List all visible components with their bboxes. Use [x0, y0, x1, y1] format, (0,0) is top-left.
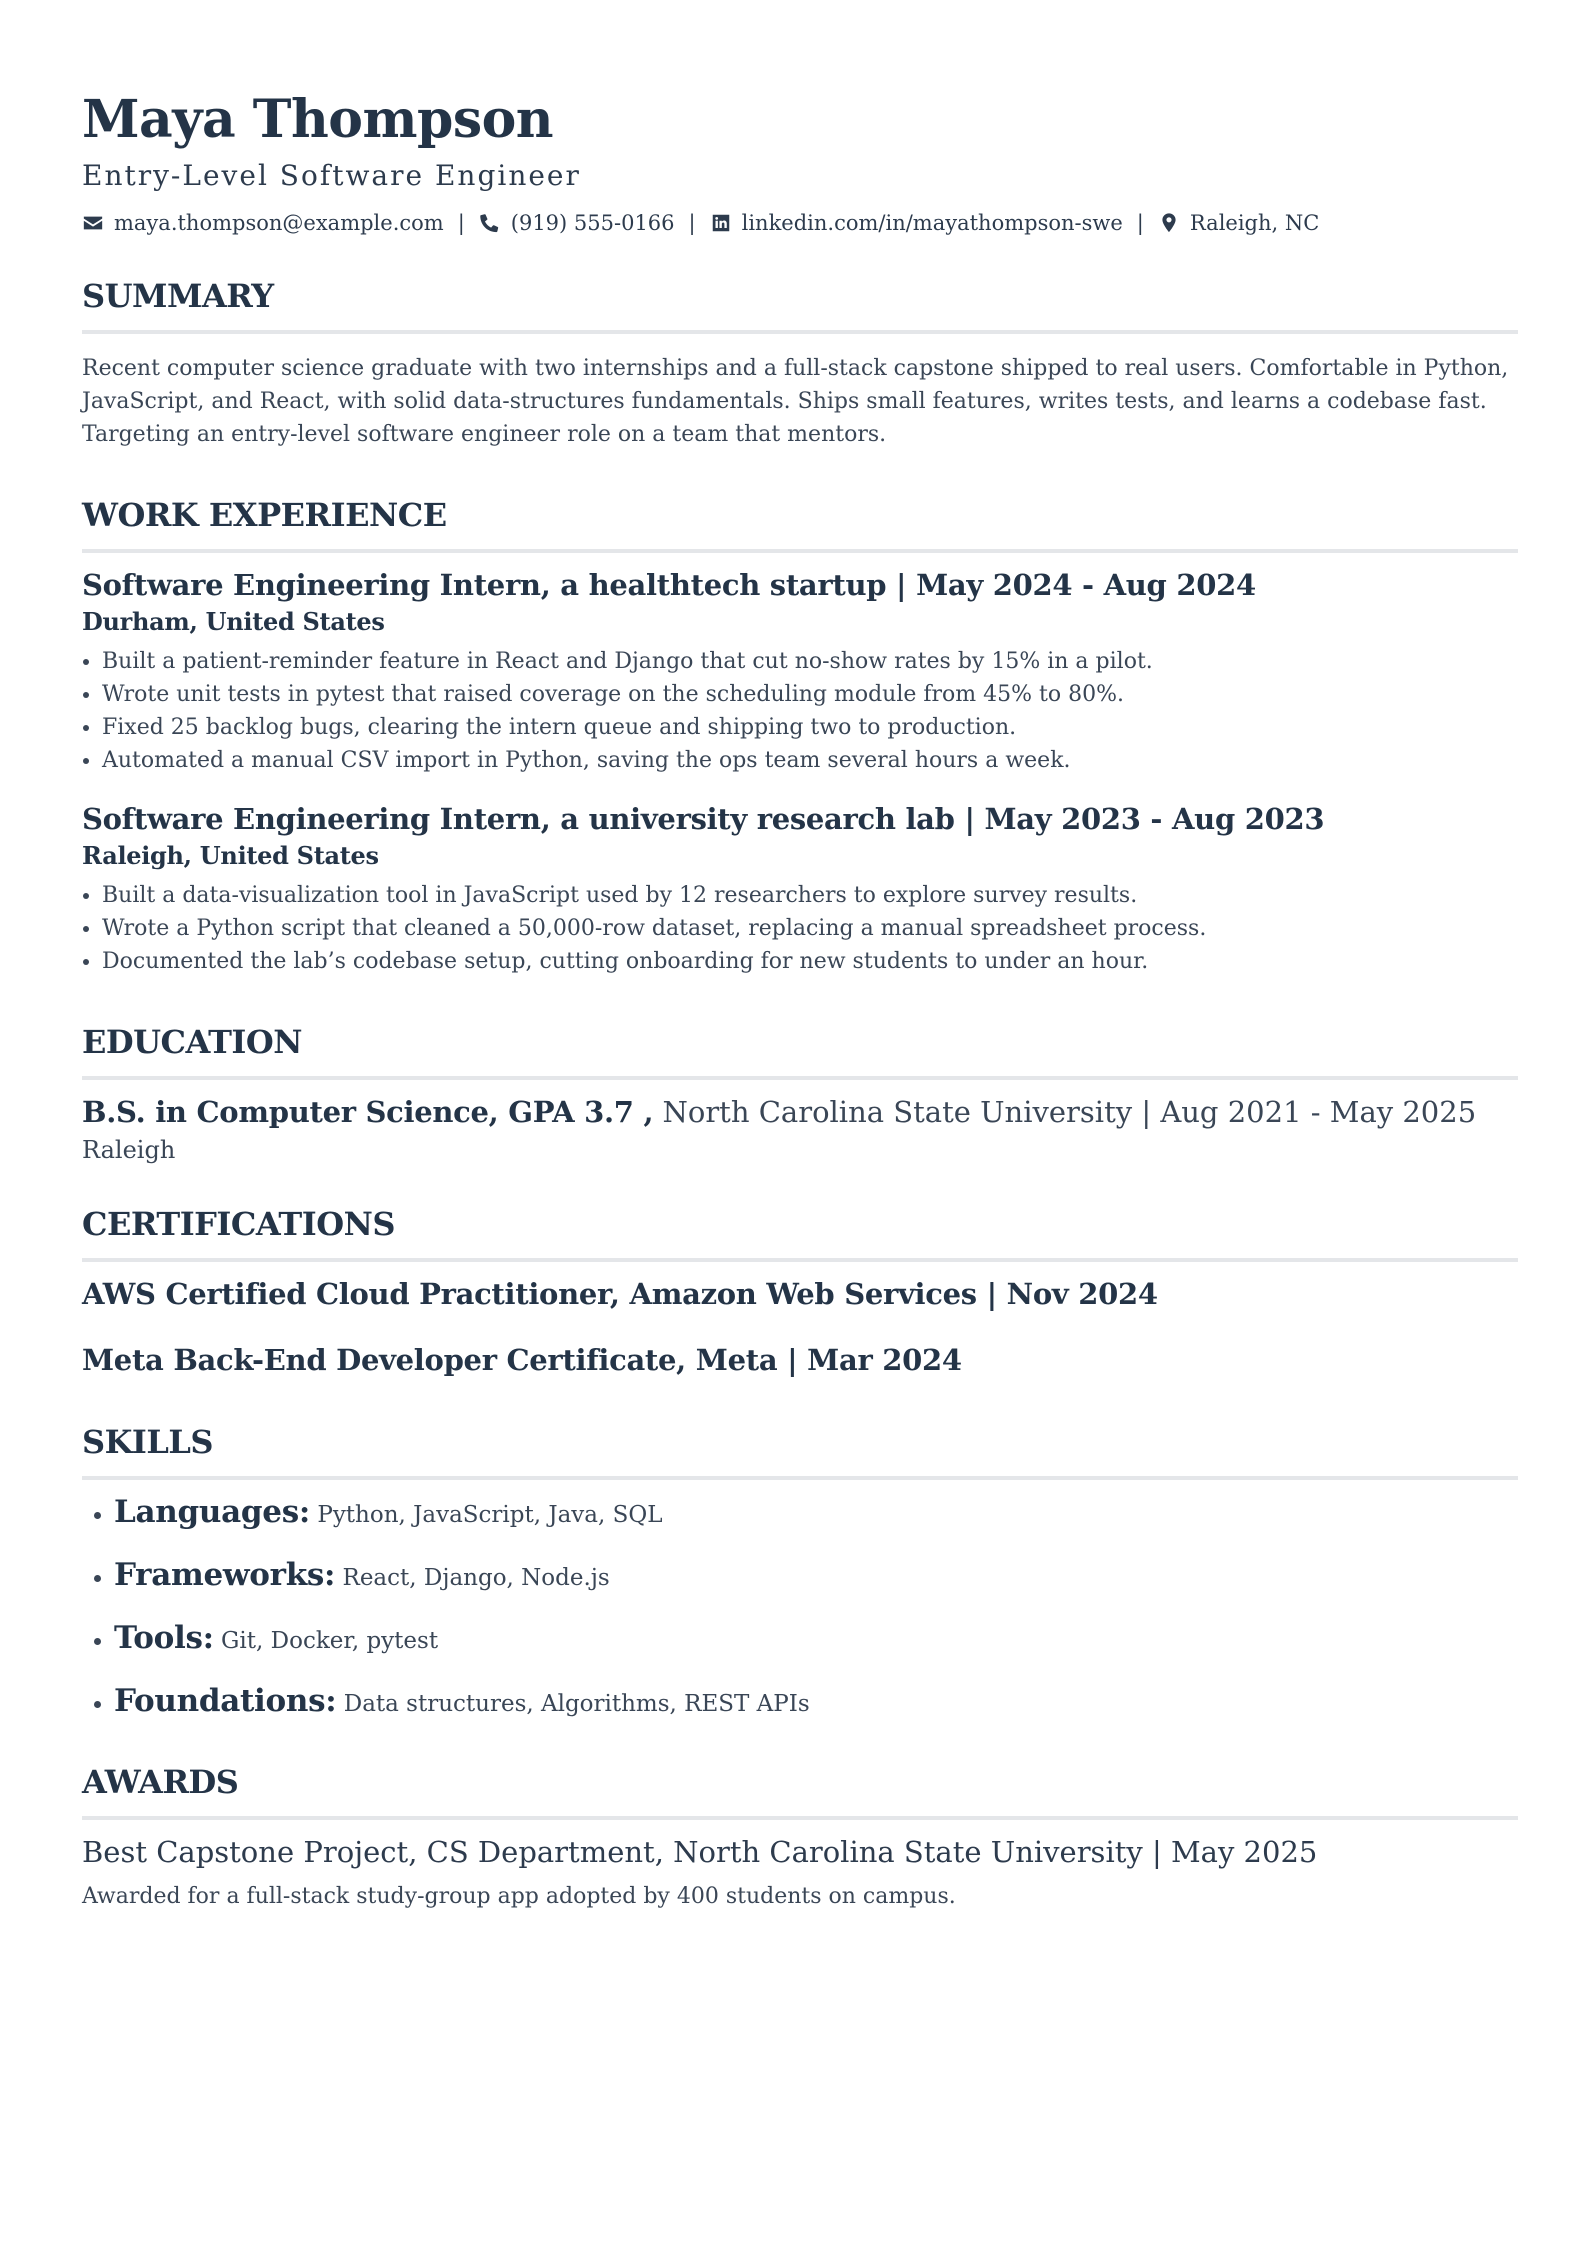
list-item: • Wrote unit tests in pytest that raised coverage on the scheduling module from 45% to 80%. [102, 678, 1518, 711]
job-entry [82, 565, 1518, 777]
skill-item [114, 1492, 1518, 1535]
education-entry [82, 1092, 1518, 1132]
skill-value: Python, JavaScript, Java, SQL [310, 1502, 663, 1528]
email-text: maya.thompson@example.com [114, 211, 444, 235]
contact-location [1158, 208, 1319, 238]
section-heading: CERTIFICATIONS [82, 1205, 395, 1243]
section-divider [82, 1076, 1518, 1080]
skill-item [114, 1681, 1518, 1724]
school-dates-text: North Carolina State University | Aug 2021 - May 2025 [653, 1095, 1477, 1129]
education-section [82, 1020, 1518, 1168]
candidate-title: Entry-Level Software Engineer [82, 159, 581, 192]
skill-label: Languages: [114, 1494, 311, 1530]
contact-linkedin[interactable] [710, 208, 1123, 238]
section-divider [82, 1816, 1518, 1820]
linkedin-icon [710, 212, 732, 234]
certification-item: Meta Back-End Developer Certificate, Meta | Mar 2024 [82, 1343, 962, 1377]
job-location: Durham, United States [82, 607, 385, 636]
skills-section [82, 1420, 1518, 1724]
award-description: Awarded for a full-stack study-group app adopted by 400 students on campus. [82, 1884, 956, 1909]
resume-header [82, 84, 1518, 238]
phone-text: (919) 555-0166 [510, 211, 675, 235]
contact-line [82, 208, 1518, 238]
contact-email[interactable] [82, 208, 444, 238]
summary-text: Recent computer science graduate with two internships and a full-stack capstone shipped to real users. Comfortable in Python, JavaScript, and React, with solid data-structures fundamentals. Ships small features, writes tests, and learns a codebase fast. Targeting an entry-level software engineer role on a team that mentors. [82, 356, 1509, 447]
certification-item: AWS Certified Cloud Practitioner, Amazon Web Services | Nov 2024 [82, 1277, 1158, 1311]
skill-item [114, 1618, 1518, 1661]
education-location: Raleigh [82, 1136, 176, 1164]
separator: | [688, 211, 696, 235]
job-bullets [82, 879, 1518, 978]
skill-label: Foundations: [114, 1683, 337, 1719]
phone-icon [479, 212, 501, 234]
experience-section [82, 493, 1518, 978]
certifications-section [82, 1202, 1518, 1380]
list-item: • Fixed 25 backlog bugs, clearing the intern queue and shipping two to production. [102, 711, 1518, 744]
section-heading: AWARDS [82, 1763, 239, 1801]
separator: | [457, 211, 465, 235]
skill-value: Data structures, Algorithms, REST APIs [336, 1691, 810, 1717]
list-item: • Documented the lab’s codebase setup, cutting onboarding for new students to under an hour. [102, 945, 1518, 978]
job-location: Raleigh, United States [82, 841, 379, 870]
section-heading: EDUCATION [82, 1023, 302, 1061]
job-entry [82, 799, 1518, 978]
job-title: Software Engineering Intern, a healthtech startup | May 2024 - Aug 2024 [82, 568, 1256, 602]
section-divider [82, 549, 1518, 553]
list-item: • Automated a manual CSV import in Python, saving the ops team several hours a week. [102, 744, 1518, 777]
skill-value: Git, Docker, pytest [213, 1628, 439, 1654]
skill-label: Tools: [114, 1620, 214, 1656]
envelope-icon [82, 212, 104, 234]
list-item: • Built a data-visualization tool in JavaScript used by 12 researchers to explore survey results. [102, 879, 1518, 912]
section-divider [82, 330, 1518, 334]
section-divider [82, 1258, 1518, 1262]
skill-label: Frameworks: [114, 1557, 336, 1593]
job-title: Software Engineering Intern, a university research lab | May 2023 - Aug 2023 [82, 802, 1325, 836]
award-title: Best Capstone Project, CS Department, North Carolina State University | May 2025 [82, 1835, 1318, 1869]
list-item: • Wrote a Python script that cleaned a 50,000-row dataset, replacing a manual spreadsheet process. [102, 912, 1518, 945]
list-item: • Built a patient-reminder feature in React and Django that cut no-show rates by 15% in a pilot. [102, 645, 1518, 678]
linkedin-text: linkedin.com/in/mayathompson-swe [741, 211, 1123, 235]
separator: | [1136, 211, 1144, 235]
resume-page [82, 84, 1518, 1913]
section-heading: WORK EXPERIENCE [82, 496, 447, 534]
awards-section [82, 1760, 1518, 1913]
skills-list [82, 1492, 1518, 1724]
summary-section [82, 274, 1518, 451]
contact-phone[interactable] [479, 208, 675, 238]
skill-item [114, 1555, 1518, 1598]
degree-text: B.S. in Computer Science, GPA 3.7 , [82, 1095, 654, 1129]
skill-value: React, Django, Node.js [335, 1565, 610, 1591]
candidate-name: Maya Thompson [82, 89, 554, 150]
job-bullets [82, 645, 1518, 777]
map-pin-icon [1158, 212, 1180, 234]
location-text: Raleigh, NC [1189, 211, 1320, 235]
section-heading: SKILLS [82, 1423, 213, 1461]
section-divider [82, 1476, 1518, 1480]
section-heading: SUMMARY [82, 277, 274, 315]
